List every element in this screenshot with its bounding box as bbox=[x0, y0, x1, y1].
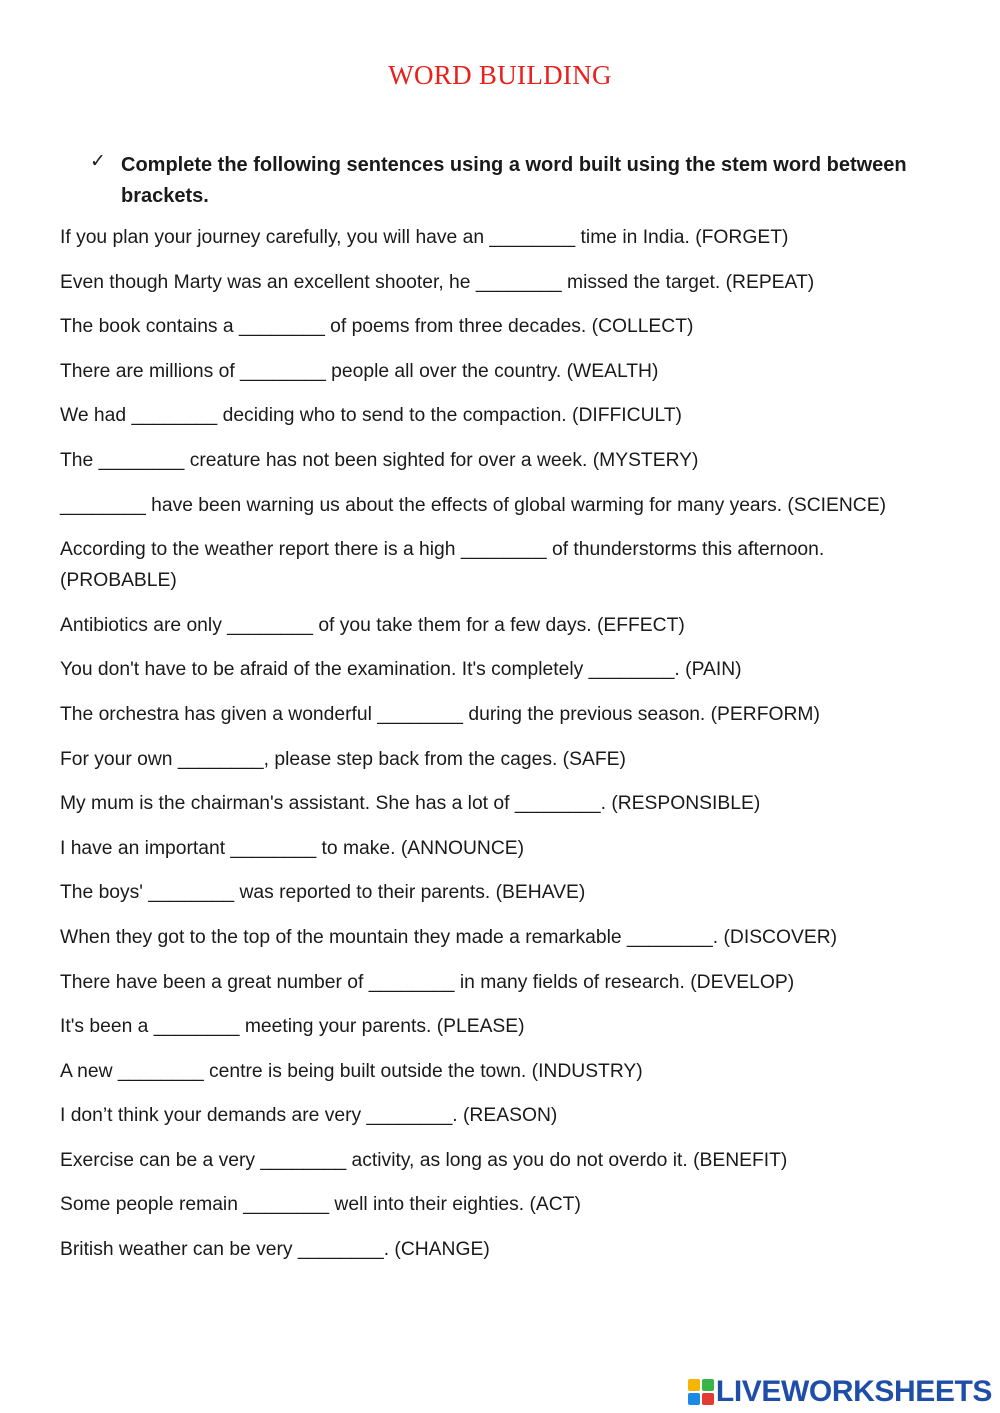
question-item: If you plan your journey carefully, you will have an ________ time in India. (FORGET) bbox=[60, 227, 789, 248]
question-item: The orchestra has given a wonderful ________ during the previous season. (PERFORM) bbox=[60, 703, 820, 725]
question-item: A new ________ centre is being built outside the town. (INDUSTRY) bbox=[60, 1060, 643, 1082]
question-item: Some people remain ________ well into their eighties. (ACT) bbox=[60, 1194, 581, 1216]
question-item: The ________ creature has not been sighted for over a week. (MYSTERY) bbox=[60, 449, 699, 471]
question-item: My mum is the chairman's assistant. She has a lot of ________. (RESPONSIBLE) bbox=[60, 793, 761, 815]
question-item: When they got to the top of the mountain they made a remarkable ________. (DISCOVER) bbox=[60, 926, 838, 948]
question-item: We had ________ deciding who to send to the compaction. (DIFFICULT) bbox=[60, 405, 682, 427]
question-item: For your own ________, please step back from the cages. (SAFE) bbox=[60, 748, 626, 770]
question-item: There are millions of ________ people all over the country. (WEALTH) bbox=[60, 360, 659, 382]
checkmark-icon: ✓ bbox=[90, 150, 106, 172]
question-item: Even though Marty was an excellent shooter, he ________ missed the target. (REPEAT) bbox=[60, 271, 815, 293]
instruction-text: Complete the following sentences using a word built using the stem word between brackets. bbox=[121, 154, 907, 207]
question-item: There have been a great number of ________ in many fields of research. (DEVELOP) bbox=[60, 971, 795, 993]
question-list bbox=[60, 222, 960, 1279]
question-item: British weather can be very ________. (CHANGE) bbox=[60, 1239, 490, 1261]
question-item: The boys' ________ was reported to their parents. (BEHAVE) bbox=[60, 882, 586, 904]
question-item: Exercise can be a very ________ activity, as long as you do not overdo it. (BENEFIT) bbox=[60, 1149, 788, 1171]
logo-mark-icon bbox=[688, 1379, 714, 1405]
liveworksheets-logo bbox=[688, 1377, 992, 1407]
question-item: It's been a ________ meeting your parents. (PLEASE) bbox=[60, 1016, 525, 1038]
question-item: You don't have to be afraid of the examination. It's completely ________. (PAIN) bbox=[60, 659, 742, 681]
question-item: I have an important ________ to make. (ANNOUNCE) bbox=[60, 837, 525, 859]
question-item: I don’t think your demands are very ________. (REASON) bbox=[60, 1105, 558, 1127]
question-item: ________ have been warning us about the effects of global warming for many years. (SCIENCE) bbox=[60, 494, 886, 516]
question-item: The book contains a ________ of poems from three decades. (COLLECT) bbox=[60, 316, 694, 338]
question-item: According to the weather report there is a high ________ of thunderstorms this afternoon. (PROBABLE) bbox=[60, 539, 825, 592]
logo-text: LIVEWORKSHEETS bbox=[715, 1375, 992, 1408]
instruction bbox=[90, 150, 950, 212]
page-title: WORD BUILDING bbox=[388, 60, 612, 90]
question-item: Antibiotics are only ________ of you take them for a few days. (EFFECT) bbox=[60, 614, 685, 636]
